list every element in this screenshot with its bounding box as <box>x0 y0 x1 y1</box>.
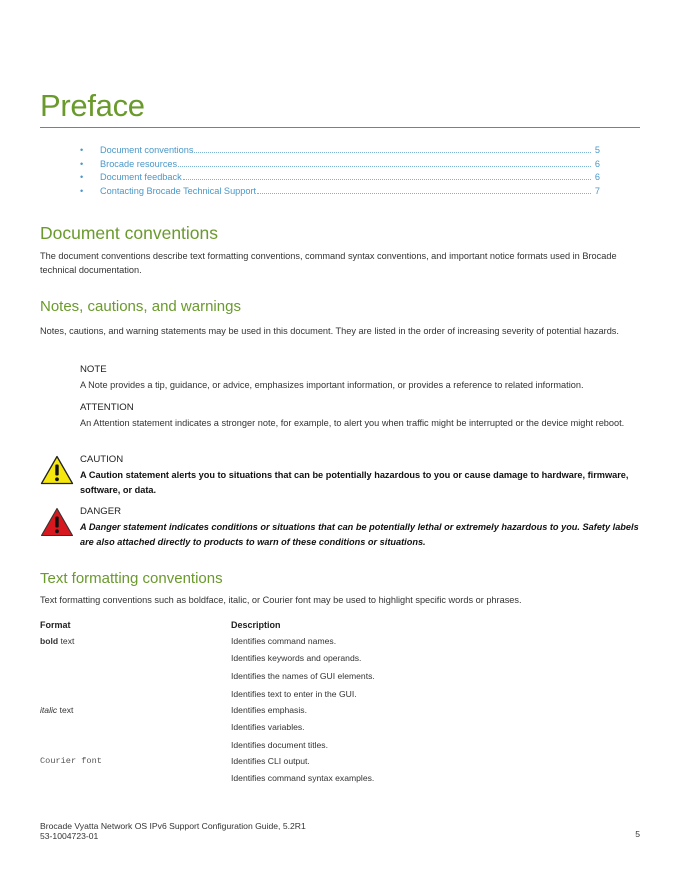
toc-item[interactable] <box>80 159 600 173</box>
footer-doc-number: 53-1004723-01 <box>40 831 99 841</box>
note-text: A Note provides a tip, guidance, or advice, emphasizes important information, or provides a reference to related information. <box>80 380 584 390</box>
text-formatting-intro: Text formatting conventions such as boldface, italic, or Courier font may be used to highlight specific words or phrases. <box>40 595 522 605</box>
page-number: 5 <box>635 829 640 839</box>
caution-label: CAUTION <box>80 454 124 465</box>
toc-leader <box>257 192 591 194</box>
format-cell-courier: Courier font <box>40 756 102 766</box>
toc-link[interactable]: Contacting Brocade Technical Support <box>100 185 257 196</box>
toc-page[interactable]: 6 <box>594 158 600 169</box>
caution-text: A Caution statement alerts you to situations that can be potentially hazardous to you or cause damage to hardware, firmware, software, or data. <box>80 470 629 495</box>
toc-item[interactable] <box>80 186 600 200</box>
title-divider <box>40 127 640 128</box>
toc-link[interactable]: Brocade resources <box>100 158 178 169</box>
danger-label: DANGER <box>80 506 122 517</box>
danger-icon <box>40 507 74 537</box>
toc-link[interactable]: Document conventions <box>100 145 194 155</box>
format-cell-bold <box>40 636 74 646</box>
toc-leader <box>178 165 591 167</box>
toc-page[interactable]: 5 <box>594 145 600 155</box>
table-header-format: Format <box>40 620 71 630</box>
note-label: NOTE <box>80 364 107 375</box>
toc-bullet: • <box>80 172 84 182</box>
toc-item[interactable] <box>80 145 600 159</box>
footer-doc-title: Brocade Vyatta Network OS IPv6 Support Configuration Guide, 5.2R1 <box>40 821 306 831</box>
table-cell: Identifies document titles. <box>231 740 328 750</box>
table-cell: Identifies CLI output. <box>231 756 310 766</box>
toc-bullet: • <box>80 158 84 169</box>
section-heading-document-conventions: Document conventions <box>40 223 219 243</box>
document-conventions-intro: The document conventions describe text formatting conventions, command syntax conventions, and important notice formats used in Brocade technical documentation. <box>40 251 617 275</box>
italic-suffix: text <box>57 705 74 715</box>
toc-page[interactable]: 6 <box>594 172 600 182</box>
notes-intro: Notes, cautions, and warning statements may be used in this document. They are listed in the order of increasing severity of potential hazards. <box>40 326 619 336</box>
caution-icon <box>40 455 74 485</box>
attention-text: An Attention statement indicates a stronger note, for example, to alert you when traffic might be interrupted or the device might reboot. <box>80 418 625 428</box>
section-heading-text-formatting: Text formatting conventions <box>40 570 223 587</box>
table-cell: Identifies emphasis. <box>231 705 307 715</box>
table-cell: Identifies the names of GUI elements. <box>231 671 375 681</box>
page-title: Preface <box>40 88 145 123</box>
table-cell: Identifies command syntax examples. <box>231 773 375 783</box>
bold-suffix: text <box>58 636 75 646</box>
attention-label: ATTENTION <box>80 402 134 413</box>
bold-word: bold <box>40 636 59 646</box>
toc-page[interactable]: 7 <box>594 185 600 196</box>
italic-word: italic <box>40 705 58 715</box>
toc-bullet: • <box>80 185 84 196</box>
section-heading-notes: Notes, cautions, and warnings <box>40 298 241 315</box>
table-cell: Identifies keywords and operands. <box>231 653 362 663</box>
toc-bullet: • <box>80 145 84 155</box>
format-cell-italic <box>40 705 73 715</box>
toc-item[interactable] <box>80 172 600 186</box>
danger-text: A Danger statement indicates conditions or situations that can be potentially lethal or extremely hazardous to you. Safety labels are also attached directly to products to warn of these conditions or situations. <box>80 522 639 547</box>
table-cell: Identifies command names. <box>231 636 337 646</box>
table-cell: Identifies variables. <box>231 722 305 732</box>
mini-toc <box>80 145 600 199</box>
toc-link[interactable]: Document feedback <box>100 172 182 182</box>
toc-leader <box>194 151 591 153</box>
table-header-description: Description <box>231 620 281 630</box>
toc-leader <box>183 178 591 180</box>
table-cell: Identifies text to enter in the GUI. <box>231 689 357 699</box>
page-footer <box>40 821 306 841</box>
